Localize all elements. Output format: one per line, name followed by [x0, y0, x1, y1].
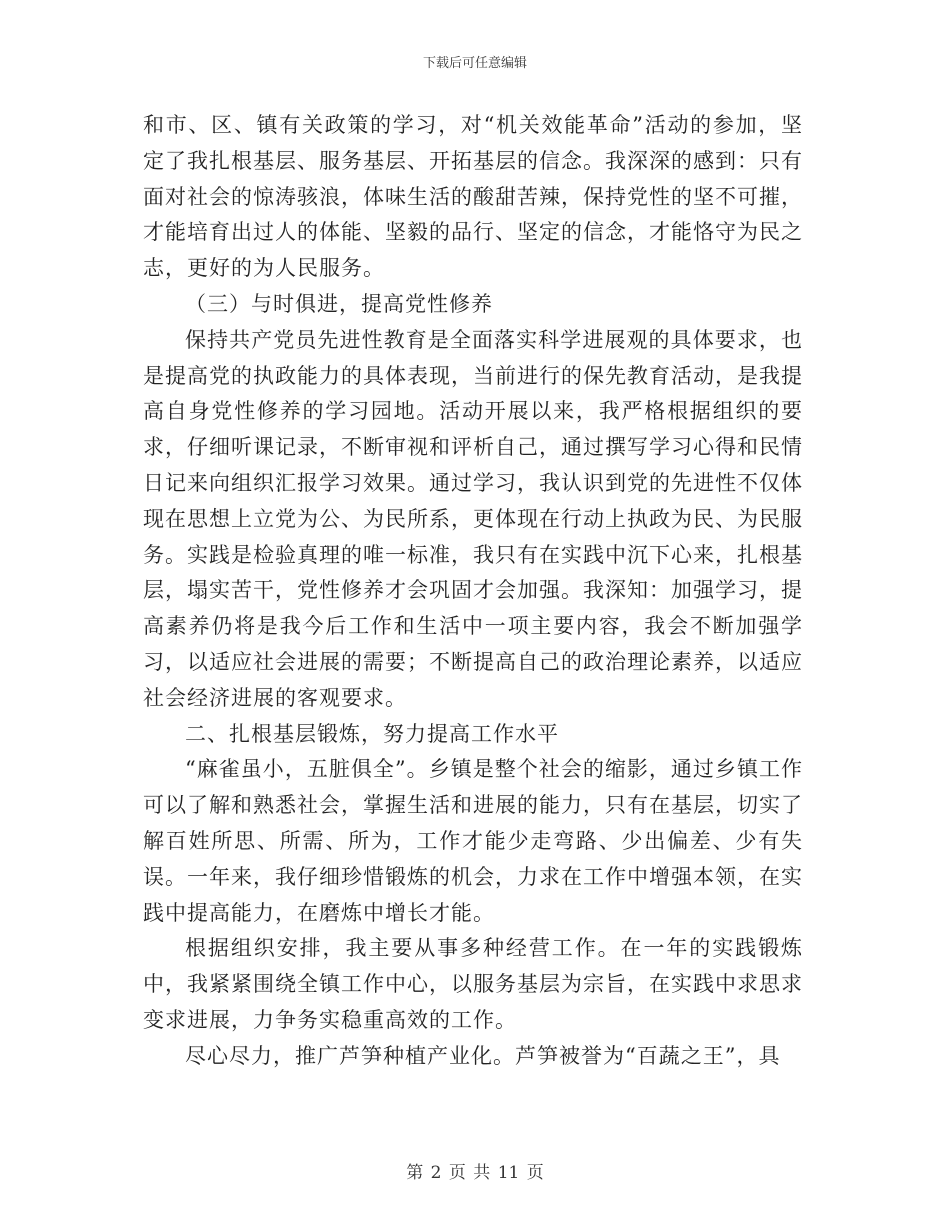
- paragraph-3: “麻雀虽小，五脏俱全”。乡镇是整个社会的缩影，通过乡镇工作可以了解和熟悉社会，掌握生活和进展的能力，只有在基层，切实了解百姓所思、所需、所为，工作才能少走弯路、少出偏差、少有失误。一年来，我仔细珍惜锻炼的机会，力求在工作中增强本领，在实践中提高能力，在磨炼中增长才能。: [143, 757, 803, 925]
- paragraph-1: 和市、区、镇有关政策的学习，对“机关效能革命”活动的参加，坚定了我扎根基层、服务基层、开拓基层的信念。我深深的感到：只有面对社会的惊涛骇浪，体味生活的酸甜苦辣，保持党性的坚不可摧，才能培育出过人的体能、坚毅的品行、坚定的信念，才能恪守为民之志，更好的为人民服务。: [143, 113, 803, 281]
- page-footer: 第 2 页 共 11 页: [406, 1163, 544, 1183]
- paragraph-5: 尽心尽力，推广芦笋种植产业化。芦笋被誉为“百蔬之王”，具: [185, 1043, 781, 1068]
- paragraph-4: 根据组织安排，我主要从事多种经营工作。在一年的实践锻炼中，我紧紧围绕全镇工作中心，以服务基层为宗旨，在实践中求思求变求进展，力争务实稳重高效的工作。: [143, 936, 803, 1032]
- section-heading-2: 二、扎根基层锻炼，努力提高工作水平: [185, 721, 559, 746]
- page-header: 下载后可任意编辑: [422, 56, 527, 71]
- section-heading-3: （三）与时俱进，提高党性修养: [185, 291, 493, 316]
- paragraph-2: 保持共产党员先进性教育是全面落实科学进展观的具体要求，也是提高党的执政能力的具体表现，当前进行的保先教育活动，是我提高自身党性修养的学习园地。活动开展以来，我严格根据组织的要求，仔细听课记录，不断审视和评析自己，通过撰写学习心得和民情日记来向组织汇报学习效果。通过学习，我认识到党的先进性不仅体现在思想上立党为公、为民所系，更体现在行动上执政为民、为民服务。实践是检验真理的唯一标准，我只有在实践中沉下心来，扎根基层，塌实苦干，党性修养才会巩固才会加强。我深知：加强学习，提高素养仍将是我今后工作和生活中一项主要内容，我会不断加强学习，以适应社会进展的需要；不断提高自己的政治理论素养，以适应社会经济进展的客观要求。: [143, 327, 803, 710]
- document-body: [143, 108, 803, 1075]
